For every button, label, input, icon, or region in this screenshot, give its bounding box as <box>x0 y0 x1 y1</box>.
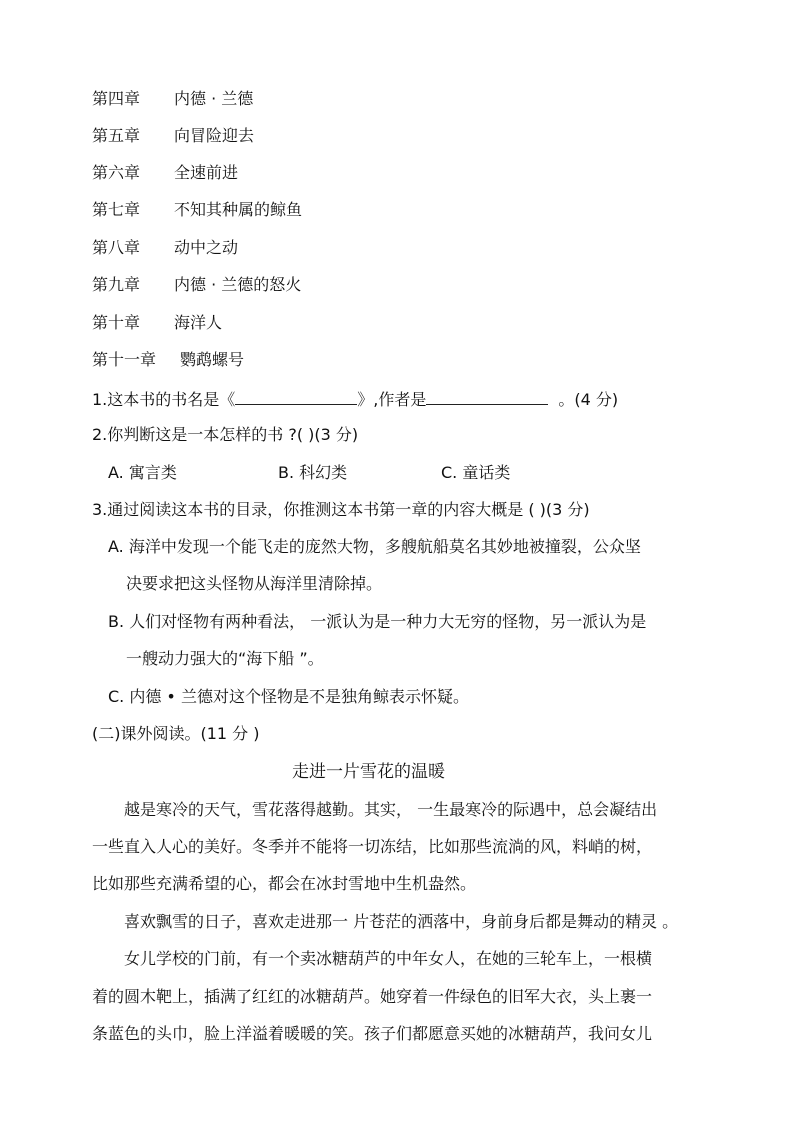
toc-item <box>92 200 302 220</box>
essay-line: 条蓝色的头巾，脸上洋溢着暖暖的笑。孩子们都愿意买她的冰糖葫芦，我问女儿 <box>92 1024 653 1043</box>
q2-option-a[interactable]: A. 寓言类 <box>108 463 177 482</box>
chapter-title: 全速前进 <box>174 163 239 182</box>
chapter-number: 第十一章 <box>92 350 157 369</box>
chapter-number: 第六章 <box>92 163 141 182</box>
essay-line: 着的圆木靶上，插满了红红的冰糖葫芦。她穿着一件绿色的旧军大衣，头上裹一 <box>92 987 653 1006</box>
chapter-number: 第七章 <box>92 200 141 219</box>
q3-option-a-cont: 决要求把这头怪物从海洋里清除掉。 <box>126 574 383 593</box>
chapter-number: 第八章 <box>92 238 141 257</box>
question-2-stem: 2.你判断这是一本怎样的书 ?( )(3 分) <box>92 425 359 444</box>
q3-option-a[interactable]: A. 海洋中发现一个能飞走的庞然大物，多艘航船莫名其妙地被撞裂，公众坚 <box>108 537 641 556</box>
q1-text-a: 1.这本书的书名是《 <box>92 390 236 409</box>
essay-line: 喜欢飘雪的日子，喜欢走进那一 片苍茫的洒落中，身前身后都是舞动的精灵 。 <box>124 912 679 931</box>
q3-option-c[interactable]: C. 内德 • 兰德对这个怪物是不是独角鲸表示怀疑。 <box>108 687 469 706</box>
toc-item <box>92 163 238 183</box>
q1-text-b: 》,作者是 <box>357 390 427 409</box>
q3-option-b-cont: 一艘动力强大的“海下船 ”。 <box>126 649 324 668</box>
chapter-title: 内德 · 兰德的怒火 <box>174 275 302 294</box>
chapter-title: 不知其种属的鲸鱼 <box>174 200 303 219</box>
author-blank[interactable] <box>426 388 548 405</box>
q1-score: 。(4 分) <box>558 390 619 409</box>
chapter-title: 鹦鹉螺号 <box>180 350 245 369</box>
essay-line: 越是寒冷的天气，雪花落得越勤。其实， 一生最寒冷的际遇中，总会凝结出 <box>124 800 658 819</box>
book-title-blank[interactable] <box>235 388 357 405</box>
toc-item <box>92 350 244 370</box>
question-1 <box>92 388 618 410</box>
chapter-number: 第十章 <box>92 313 141 332</box>
chapter-number: 第四章 <box>92 89 141 108</box>
chapter-title: 海洋人 <box>174 313 223 332</box>
toc-item <box>92 313 222 333</box>
section-heading: (二)课外阅读。(11 分 ) <box>92 724 260 743</box>
toc-item <box>92 238 238 258</box>
toc-item <box>92 275 301 295</box>
chapter-title: 内德 · 兰德 <box>174 89 254 108</box>
q2-option-c[interactable]: C. 童话类 <box>441 463 511 482</box>
essay-line: 一些直入人心的美好。冬季并不能将一切冻结，比如那些流淌的风，料峭的树， <box>92 837 653 856</box>
toc-item <box>92 126 254 146</box>
question-3-stem: 3.通过阅读这本书的目录，你推测这本书第一章的内容大概是 ( )(3 分) <box>92 500 590 519</box>
essay-line: 女儿学校的门前，有一个卖冰糖葫芦的中年女人，在她的三轮车上，一根横 <box>124 949 653 968</box>
q2-option-b[interactable]: B. 科幻类 <box>278 463 348 482</box>
essay-line: 比如那些充满希望的心，都会在冰封雪地中生机盎然。 <box>92 874 477 893</box>
essay-title: 走进一片雪花的温暖 <box>292 762 445 782</box>
chapter-title: 动中之动 <box>174 238 239 257</box>
chapter-title: 向冒险迎去 <box>174 126 255 145</box>
toc-item <box>92 89 253 109</box>
chapter-number: 第九章 <box>92 275 141 294</box>
q3-option-b[interactable]: B. 人们对怪物有两种看法， 一派认为是一种力大无穷的怪物，另一派认为是 <box>108 612 647 631</box>
chapter-number: 第五章 <box>92 126 141 145</box>
